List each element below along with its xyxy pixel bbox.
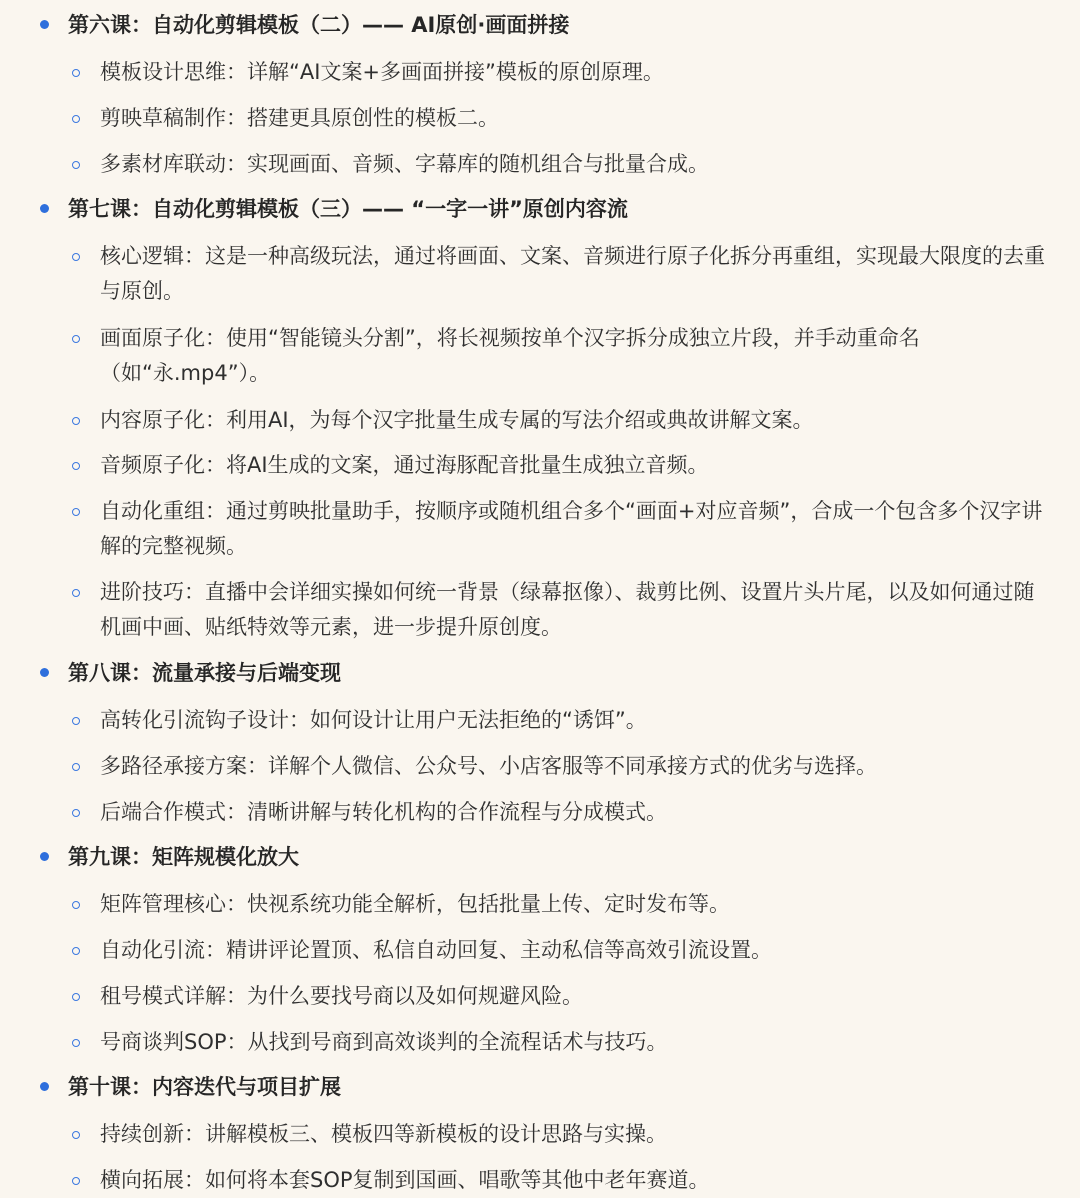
list-item-text: 自动化重组：通过剪映批量助手，按顺序或随机组合多个“画面+对应音频”，合成一个包含多个汉字讲解的完整视频。 bbox=[100, 499, 1043, 558]
bullet-icon bbox=[40, 204, 49, 213]
sub-bullet-icon bbox=[72, 161, 80, 169]
bullet-icon bbox=[40, 668, 49, 677]
sub-bullet-icon bbox=[72, 115, 80, 123]
lesson-title: 第九课：矩阵规模化放大 bbox=[68, 845, 299, 869]
sub-bullet-icon bbox=[72, 901, 80, 909]
list-item-text: 自动化引流：精讲评论置顶、私信自动回复、主动私信等高效引流设置。 bbox=[100, 938, 772, 962]
list-item-text: 多路径承接方案：详解个人微信、公众号、小店客服等不同承接方式的优劣与选择。 bbox=[100, 754, 877, 778]
sub-bullet-icon bbox=[72, 809, 80, 817]
sub-bullet-icon bbox=[72, 253, 80, 261]
list-item-text: 后端合作模式：清晰讲解与转化机构的合作流程与分成模式。 bbox=[100, 800, 667, 824]
list-item-text: 多素材库联动：实现画面、音频、字幕库的随机组合与批量合成。 bbox=[100, 152, 709, 176]
list-item-text: 矩阵管理核心：快视系统功能全解析，包括批量上传、定时发布等。 bbox=[100, 892, 730, 916]
list-item-text: 横向拓展：如何将本套SOP复制到国画、唱歌等其他中老年赛道。 bbox=[100, 1168, 710, 1192]
list-item-text: 核心逻辑：这是一种高级玩法，通过将画面、文案、音频进行原子化拆分再重组，实现最大限度的去重与原创。 bbox=[100, 244, 1045, 303]
sub-bullet-icon bbox=[72, 417, 80, 425]
list-item-text: 音频原子化：将AI生成的文案，通过海豚配音批量生成独立音频。 bbox=[100, 453, 709, 477]
sub-bullet-icon bbox=[72, 717, 80, 725]
sub-bullet-icon bbox=[72, 1177, 80, 1185]
lesson-title: 第八课：流量承接与后端变现 bbox=[68, 661, 341, 685]
sub-bullet-icon bbox=[72, 69, 80, 77]
list-item-text: 模板设计思维：详解“AI文案+多画面拼接”模板的原创原理。 bbox=[100, 60, 664, 84]
lesson-title: 第六课：自动化剪辑模板（二）—— AI原创·画面拼接 bbox=[68, 13, 570, 37]
sub-bullet-icon bbox=[72, 589, 80, 597]
sub-bullet-icon bbox=[72, 1039, 80, 1047]
lesson-title: 第十课：内容迭代与项目扩展 bbox=[68, 1075, 341, 1099]
list-item-text: 号商谈判SOP：从找到号商到高效谈判的全流程话术与技巧。 bbox=[100, 1030, 668, 1054]
list-item-text: 持续创新：讲解模板三、模板四等新模板的设计思路与实操。 bbox=[100, 1122, 667, 1146]
list-item-text: 画面原子化：使用“智能镜头分割”，将长视频按单个汉字拆分成独立片段，并手动重命名（如“永.mp4”）。 bbox=[100, 326, 920, 385]
sub-bullet-icon bbox=[72, 462, 80, 470]
sub-bullet-icon bbox=[72, 508, 80, 516]
list-item-text: 高转化引流钩子设计：如何设计让用户无法拒绝的“诱饵”。 bbox=[100, 708, 647, 732]
list-item-text: 租号模式详解：为什么要找号商以及如何规避风险。 bbox=[100, 984, 583, 1008]
list-item-text: 剪映草稿制作：搭建更具原创性的模板二。 bbox=[100, 106, 499, 130]
sub-bullet-icon bbox=[72, 947, 80, 955]
sub-bullet-icon bbox=[72, 993, 80, 1001]
list-item-text: 进阶技巧：直播中会详细实操如何统一背景（绿幕抠像）、裁剪比例、设置片头片尾，以及如何通过随机画中画、贴纸特效等元素，进一步提升原创度。 bbox=[100, 580, 1035, 639]
sub-bullet-icon bbox=[72, 1131, 80, 1139]
bullet-icon bbox=[40, 852, 49, 861]
sub-bullet-icon bbox=[72, 763, 80, 771]
bullet-icon bbox=[40, 1082, 49, 1091]
sub-bullet-icon bbox=[72, 335, 80, 343]
list-item-text: 内容原子化：利用AI，为每个汉字批量生成专属的写法介绍或典故讲解文案。 bbox=[100, 408, 814, 432]
bullet-icon bbox=[40, 20, 49, 29]
lesson-title: 第七课：自动化剪辑模板（三）—— “一字一讲”原创内容流 bbox=[68, 197, 628, 221]
